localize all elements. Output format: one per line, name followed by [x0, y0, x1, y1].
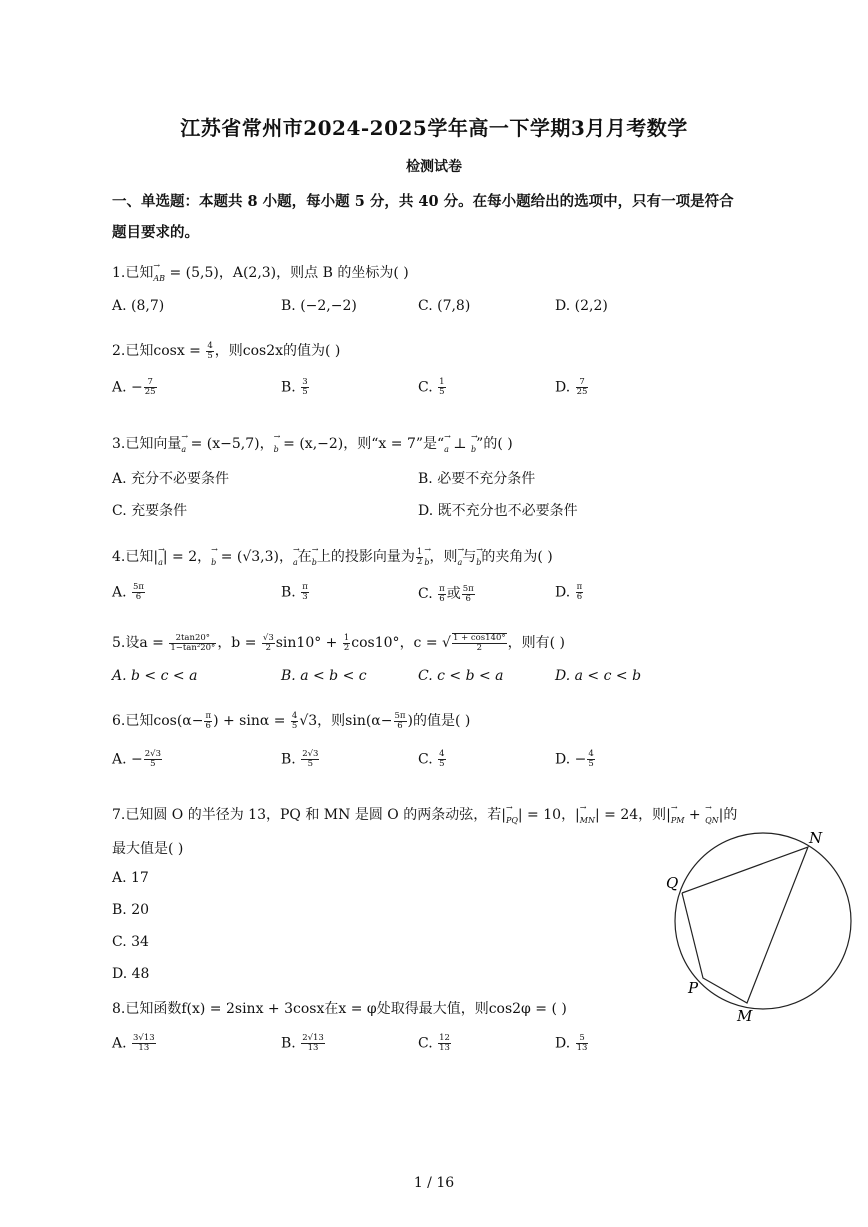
q7-text-1: 已知圆 O 的半径为 13，PQ 和 MN 是圆 O 的两条动弦，若|	[125, 807, 506, 823]
q2-fraction: $\frac{4}{5}$	[207, 340, 213, 361]
q6-text-2: ) + sinα =	[213, 713, 290, 729]
q4-text-2: | = 2	[162, 549, 198, 565]
q6-fraction-3: $\frac{5\pi}{6}$	[394, 710, 406, 731]
q4-fraction: $\frac{1}{2}$	[416, 546, 423, 567]
q8-text-1: 已知函数f(x) = 2sinx + 3cosx在x = φ处取得最大值，则cos2φ = ( )	[125, 1001, 567, 1017]
q8-option-c: C. $\frac{12}{13}$	[418, 1033, 450, 1053]
q6-fraction-2: $\frac{4}{5}$	[291, 710, 298, 731]
q3-number: 3.	[112, 436, 126, 452]
q4-text-8: 与	[462, 549, 477, 565]
label-n: N	[809, 829, 823, 847]
q3-option-b: B. 必要不充分条件	[418, 471, 536, 487]
q7-option-b: B. 20	[112, 902, 150, 918]
q5-option-b: B. a < b < c	[281, 668, 367, 684]
q5-text-6: ，则有( )	[507, 635, 565, 651]
q5-text-3: sin10° +	[275, 635, 342, 651]
q6-text-1: 已知cos(α−	[125, 713, 204, 729]
q2-number: 2.	[112, 343, 126, 359]
q7-circle-figure	[660, 820, 860, 1030]
q3-text-3: = (x,−2)	[278, 436, 344, 452]
q5-option-d: D. a < c < b	[555, 668, 642, 684]
q5-number: 5.	[112, 635, 126, 651]
q4-text-5: 在	[297, 549, 312, 565]
q4-vector-b2: → b	[312, 558, 317, 567]
circle-o	[675, 833, 851, 1009]
q5-fraction-b2: $\frac{1}{2}$	[343, 632, 350, 653]
q7-text-6: +	[684, 807, 706, 823]
q4-option-b: B. $\frac{\pi}{3}$	[281, 582, 308, 602]
q6-option-c: C. $\frac{4}{5}$	[418, 749, 445, 769]
page-subtitle: 检测试卷	[406, 159, 462, 175]
q5-option-a: A. b < c < a	[112, 668, 198, 684]
q5-text-4: cos10°	[351, 635, 400, 651]
q5-fraction-a: $\frac{2\tan 20^\circ}{\text{1−tan²20°}}$	[170, 632, 216, 653]
q7-vector-pq: → PQ	[506, 816, 518, 825]
label-q: Q	[666, 874, 679, 892]
q4-option-d: D. $\frac{\pi}{6}$	[555, 582, 583, 602]
q5-text-2: ，b =	[217, 635, 261, 651]
q8-option-d: D. $\frac{5}{13}$	[555, 1033, 588, 1053]
question-1	[112, 262, 409, 283]
q6-option-b: B. $\frac{2√3}{5}$	[281, 749, 319, 769]
q8-option-b: B. $\frac{2√13}{13}$	[281, 1033, 324, 1053]
q7-text-5: ，则|	[638, 807, 671, 823]
q4-vector-a2: → a	[293, 558, 298, 567]
q3-text-2: = (x−5,7)，	[186, 436, 274, 452]
q7-vector-pm: → PM	[671, 816, 685, 825]
q3-text-1: 已知向量	[125, 436, 182, 452]
q7-line-2: 最大值是( )	[112, 841, 184, 857]
q3-option-d: D. 既不充分也不必要条件	[418, 503, 578, 519]
q7-option-a: A. 17	[112, 870, 149, 886]
q6-text-4: ，则sin(α−	[317, 713, 393, 729]
q3-option-a: A. 充分不必要条件	[112, 471, 230, 487]
q7-vector-qn: → QN	[705, 816, 719, 825]
q4-text-1: 已知|	[125, 549, 159, 565]
q2-option-c: C. $\frac{1}{5}$	[418, 377, 445, 397]
q5-text-5: ，c =	[399, 635, 443, 651]
question-6	[112, 710, 470, 730]
q4-text-9: 的夹角为( )	[481, 549, 553, 565]
q7-option-d: D. 48	[112, 966, 150, 982]
q5-option-c: C. c < b < a	[418, 668, 504, 684]
q4-text-3: = (√3,3)	[216, 549, 279, 565]
question-7	[112, 804, 737, 825]
q4-vector-b4: → b	[476, 558, 481, 567]
q5-fraction-c: $\frac{1 + \cos 140^\circ}{2}$	[452, 633, 506, 653]
section-heading-line2: 题目要求的。	[112, 224, 199, 241]
question-5: 5.设a = $\frac{2\tan 20^\circ}{\text{1−tan²20°}}$ ，b = $\frac{√3}{2}$ sin10° + $\frac{1}{2}$ cos10°，c = √ $\frac{1 + \cos 140^\circ}{2}$ ，则有( )	[112, 632, 565, 653]
q6-fraction-1: $\frac{\pi}{6}$	[205, 710, 212, 731]
q7-option-c: C. 34	[112, 934, 149, 950]
question-3	[112, 433, 513, 454]
q6-option-d: D. − $\frac{4}{5}$	[555, 749, 594, 769]
q3-text-4: ，则“x = 7”是“	[343, 436, 445, 452]
page-title: 江苏省常州市2024-2025学年高一下学期3月月考数学	[180, 116, 688, 140]
q7-text-4: | = 24	[594, 807, 639, 823]
q4-vector-a: → a	[158, 558, 163, 567]
q6-number: 6.	[112, 713, 126, 729]
question-2	[112, 340, 340, 360]
q4-text-4: ，	[279, 549, 293, 565]
q1-option-b: B. (−2,−2)	[281, 298, 357, 314]
question-8	[112, 998, 567, 1018]
q1-number: 1.	[112, 265, 126, 281]
q7-number: 7.	[112, 807, 126, 823]
q1-text-3: ，A(2,3)，则点 B 的坐标为( )	[218, 265, 409, 281]
q4-number: 4.	[112, 549, 126, 565]
q2-text-1: 已知cosx =	[125, 343, 206, 359]
q4-vector-b: → b	[211, 558, 216, 567]
q1-option-a: A. (8,7)	[112, 298, 165, 314]
q2-option-d: D. $\frac{7}{25}$	[555, 377, 588, 397]
section-heading-line1: 一、单选题：本题共 8 小题，每小题 5 分，共 40 分。在每小题给出的选项中，只有一项是符合	[112, 193, 734, 210]
q7-text-2: | = 10	[517, 807, 562, 823]
q1-vector-ab: → AB	[153, 274, 165, 283]
question-4: 4.已知|→ a| = 2，→ b = (√3,3)，→ a在→ b上的投影向量为 $\frac{1}{2}$ → b，则→ a与→ b的夹角为( )	[112, 546, 553, 567]
q5-text-1: 设a =	[125, 635, 169, 651]
q8-number: 8.	[112, 1001, 126, 1017]
q3-text-5: ”的( )	[476, 436, 513, 452]
q3-vector-a2: → a	[444, 445, 449, 454]
q4-option-c: C. $\frac{\pi}{6}$ 或 $\frac{5\pi}{6}$	[418, 583, 474, 604]
q4-text-6: 上的投影向量为	[316, 549, 415, 565]
quadrilateral-qnmp	[682, 847, 808, 1003]
q7-text-3: ，|	[561, 807, 580, 823]
q4-text-7: ，则	[429, 549, 458, 565]
q1-text-1: 已知	[125, 265, 154, 281]
q4-vector-a3: → a	[457, 558, 462, 567]
q3-vector-a: → a	[181, 445, 186, 454]
q1-option-c: C. (7,8)	[418, 298, 471, 314]
label-p: P	[688, 979, 699, 997]
q2-text-2: ，则cos2x的值为( )	[214, 343, 341, 359]
q2-option-a: A. − $\frac{7}{25}$	[112, 377, 156, 397]
q3-vector-b: → b	[274, 445, 279, 454]
q8-option-a: A. $\frac{3√13}{13}$	[112, 1033, 155, 1053]
q2-option-b: B. $\frac{3}{5}$	[281, 377, 308, 397]
q6-option-a: A. − $\frac{2√3}{5}$	[112, 749, 161, 769]
q3-vector-b2: → b	[471, 445, 476, 454]
q1-text-2: = (5,5)	[165, 265, 219, 281]
q3-option-c: C. 充要条件	[112, 503, 188, 519]
page-number: 1 / 16	[413, 1175, 455, 1191]
q4-vector-b3: → b	[424, 558, 429, 567]
q6-text-3: √3	[299, 713, 318, 729]
q3-perp-symbol: ⊥	[448, 436, 472, 452]
q5-fraction-b: $\frac{√3}{2}$	[262, 632, 274, 653]
label-m: M	[737, 1007, 753, 1025]
q6-text-5: )的值是( )	[407, 713, 471, 729]
q7-vector-mn: → MN	[580, 816, 595, 825]
q1-option-d: D. (2,2)	[555, 298, 608, 314]
q7-text-7: |的	[718, 807, 738, 823]
q4-option-a: A. $\frac{5\pi}{6}$	[112, 582, 145, 602]
